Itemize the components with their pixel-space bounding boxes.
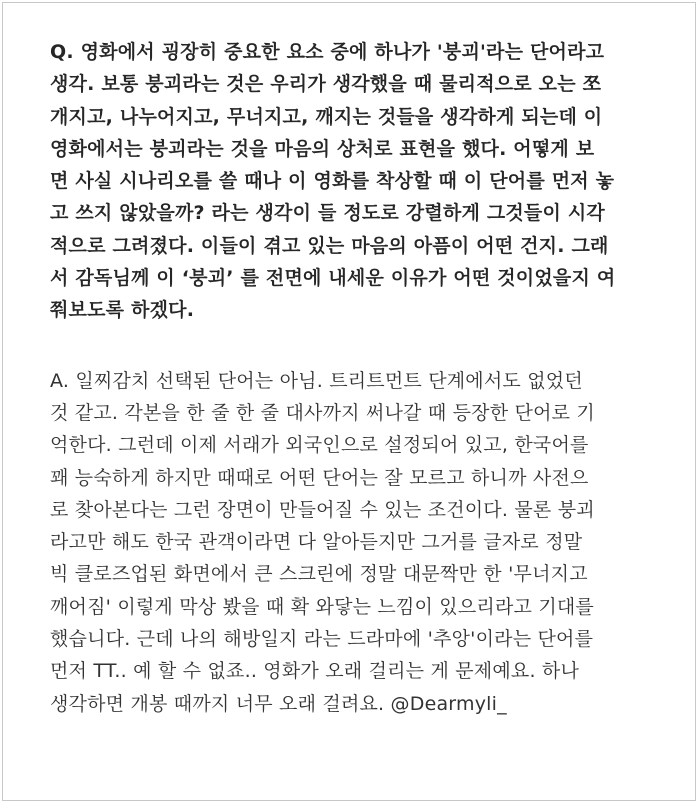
answer-line: 라고만 해도 한국 관객이라면 다 알아듣지만 그거를 글자로 정말 [50, 531, 583, 554]
interview-text [50, 36, 672, 720]
answer-line: 억한다. 그런데 이제 서래가 외국인으로 설정되어 있고, 한국어를 [50, 434, 589, 457]
question-line: Q. 영화에서 굉장히 중요한 요소 중에 하나가 '붕괴'라는 단어라고 [50, 41, 605, 63]
question-line: 쭤보도록 하겠다. [50, 299, 195, 322]
answer-line: A. 일찌감치 선택된 단어는 아님. 트리트먼트 단계에서도 없었던 [50, 369, 583, 392]
question-line: 서 감독님께 이 ‘붕괴’ 를 전면에 내세운 이유가 어떤 것이었을지 여 [50, 267, 616, 290]
question-line: 생각. 보통 붕괴라는 것은 우리가 생각했을 때 물리적으로 오는 쪼 [50, 73, 602, 96]
page-frame [2, 2, 696, 801]
paragraph-gap [50, 327, 672, 365]
answer-line: 생각하면 개봉 때까지 너무 오래 걸려요. @Dearmyli_ [50, 692, 507, 715]
answer-line: 먼저 TT.. 예 할 수 없죠.. 영화가 오래 걸리는 게 문제예요. 하나 [50, 660, 580, 683]
question-line: 면 사실 시나리오를 쓸 때나 이 영화를 착상할 때 이 단어를 먼저 놓 [50, 170, 615, 193]
question-line: 적으로 그려졌다. 이들이 겪고 있는 마음의 아픔이 어떤 건지. 그래 [50, 234, 609, 257]
answer-line: 것 같고. 각본을 한 줄 한 줄 대사까지 써나갈 때 등장한 단어로 기 [50, 401, 595, 424]
answer-line: 로 찾아본다는 그런 장면이 만들어질 수 있는 조건이다. 물론 붕괴 [50, 498, 595, 521]
question-paragraph [50, 36, 672, 327]
answer-paragraph [50, 365, 672, 720]
question-line: 고 쓰지 않았을까? 라는 생각이 들 정도로 강렬하게 그것들이 시각 [50, 202, 605, 225]
answer-line: 깨어짐' 이렇게 막상 봤을 때 확 와닿는 느낌이 있으리라고 기대를 [50, 595, 594, 618]
answer-line: 했습니다. 근데 나의 해방일지 라는 드라마에 '추앙'이라는 단어를 [50, 628, 594, 651]
question-line: 영화에서는 붕괴라는 것을 마음의 상처로 표현을 했다. 어떻게 보 [50, 137, 595, 160]
answer-line: 꽤 능숙하게 하지만 때때로 어떤 단어는 잘 모르고 하니까 사전으 [50, 466, 589, 489]
answer-line: 빅 클로즈업된 화면에서 큰 스크린에 정말 대문짝만 한 '무너지고 [50, 563, 588, 586]
question-line: 개지고, 나누어지고, 무너지고, 깨지는 것들을 생각하게 되는데 이 [50, 105, 603, 128]
